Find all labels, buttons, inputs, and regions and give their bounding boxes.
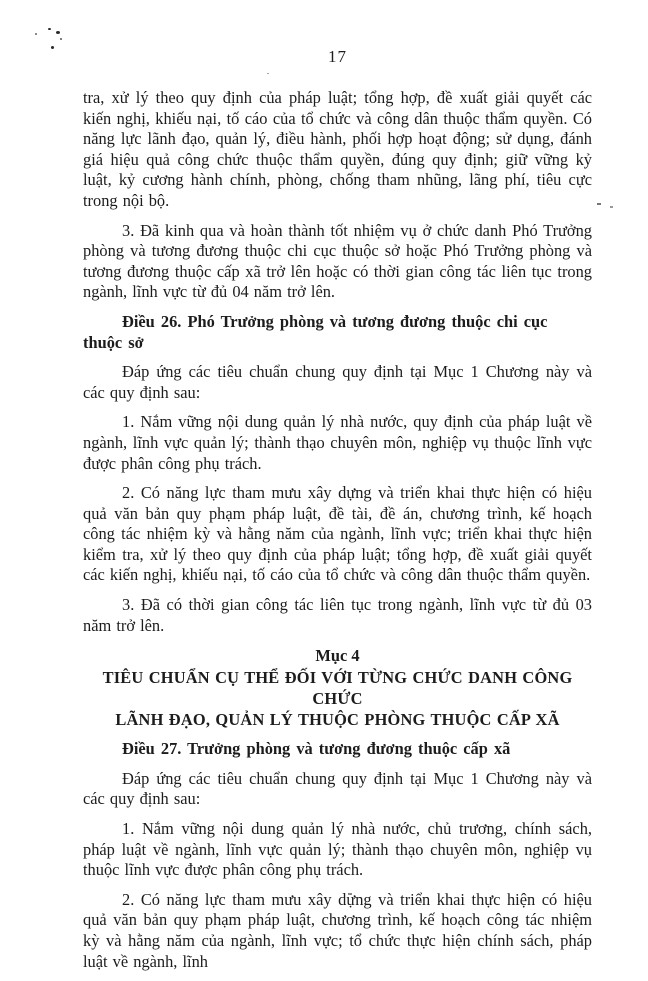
article-26-intro: Đáp ứng các tiêu chuẩn chung quy định tại Mục 1 Chương này và các quy định sau:	[83, 362, 592, 402]
paragraph-item-3-previous-article: 3. Đã kinh qua và hoàn thành tốt nhiệm vụ ở chức danh Phó Trưởng phòng và tương đương thuộc chi cục thuộc sở hoặc Phó Trưởng phòng và tương đương thuộc cấp xã trở lên hoặc có thời gian công tác liên tục trong ngành, lĩnh vực từ đủ 04 năm trở lên.	[83, 220, 592, 302]
article-26-item-1: 1. Nắm vững nội dung quản lý nhà nước, quy định của pháp luật về ngành, lĩnh vực quản lý; thành thạo chuyên môn, nghiệp vụ thuộc lĩnh vực được phân công phụ trách.	[83, 412, 592, 473]
article-27-intro: Đáp ứng các tiêu chuẩn chung quy định tại Mục 1 Chương này và các quy định sau:	[83, 768, 592, 809]
article-26-item-2: 2. Có năng lực tham mưu xây dựng và triển khai thực hiện có hiệu quả văn bản quy phạm pháp luật, đề tài, đề án, chương trình, kế hoạch công tác nhiệm kỳ và hằng năm của ngành, lĩnh vực; triển khai thực hiện kiểm tra, xử lý theo quy định của pháp luật; tổng hợp, đề xuất giải quyết các kiến nghị, khiếu nại, tố cáo của tổ chức và công dân thuộc thẩm quyền.	[83, 483, 592, 585]
page-number: 17	[328, 47, 347, 66]
scan-noise-speck	[48, 28, 51, 30]
scan-noise-speck	[610, 206, 613, 208]
document-content	[83, 46, 592, 981]
article-26-heading: Điều 26. Phó Trưởng phòng và tương đương thuộc chi cục thuộc sở	[83, 311, 548, 352]
section-4-heading	[83, 645, 592, 730]
article-27-item-2-cutoff: 2. Có năng lực tham mưu xây dựng và triển khai thực hiện có hiệu quả văn bản quy phạm pháp luật, chương trình, kế hoạch công tác nhiệm kỳ và hằng năm của ngành, lĩnh vực; tổ chức thực hiện chính sách, pháp luật về ngành, lĩnh	[83, 889, 592, 971]
scan-noise-speck	[35, 33, 37, 35]
section-4-label: Mục 4	[315, 646, 360, 666]
paragraph-carryover: tra, xử lý theo quy định của pháp luật; tổng hợp, đề xuất giải quyết các kiến nghị, khiếu nại, tố cáo của tổ chức và công dân thuộc thẩm quyền. Có năng lực lãnh đạo, quản lý, điều hành, phối hợp hoạt động; sử dụng, đánh giá hiệu quả công chức thuộc thẩm quyền, đúng quy định; giữ vững kỷ luật, kỷ cương hành chính, phòng, chống tham nhũng, lãng phí, tiêu cực trong nội bộ.	[83, 88, 592, 210]
article-26-item-3: 3. Đã có thời gian công tác liên tục trong ngành, lĩnh vực từ đủ 03 năm trở lên.	[83, 595, 592, 635]
scan-noise-speck	[60, 38, 62, 40]
scan-noise-speck	[597, 203, 601, 205]
scan-noise-speck	[56, 31, 60, 34]
article-27-heading: Điều 27. Trưởng phòng và tương đương thuộc cấp xã	[122, 739, 511, 759]
section-4-title-line-1: TIÊU CHUẨN CỤ THỂ ĐỐI VỚI TỪNG CHỨC DANH CÔNG CHỨC	[102, 668, 573, 709]
section-4-title-line-2: LÃNH ĐẠO, QUẢN LÝ THUỘC PHÒNG THUỘC CẤP XÃ	[115, 710, 560, 730]
scan-noise-speck	[51, 46, 54, 49]
article-27-item-1: 1. Nắm vững nội dung quản lý nhà nước, chủ trương, chính sách, pháp luật về ngành, lĩnh vực quản lý; thành thạo chuyên môn, nghiệp vụ thuộc lĩnh vực được phân công phụ trách.	[83, 819, 592, 880]
